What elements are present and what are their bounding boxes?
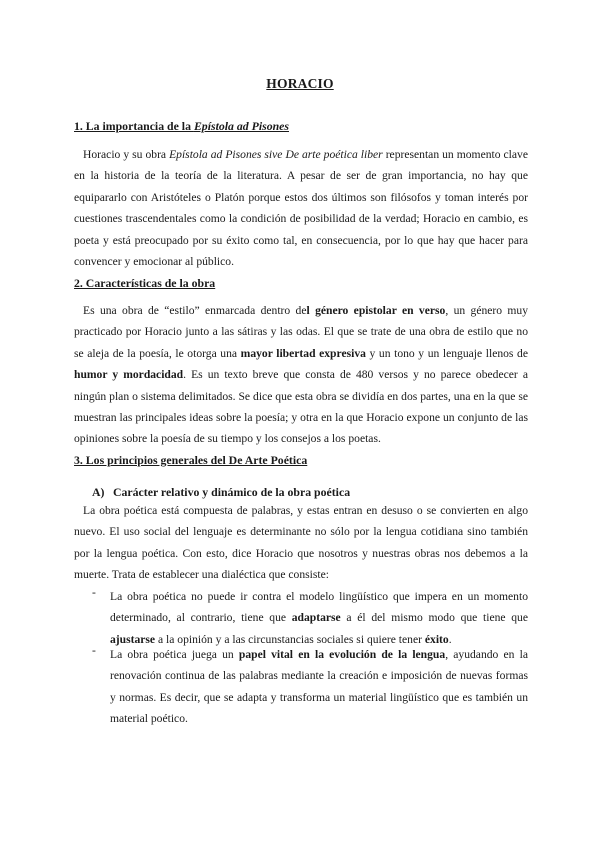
section-2-heading: 2. Características de la obra [74,276,216,290]
b1-text-1: La obra poética no puede ir contra el modelo lingüístico que impera en un momento determinado, al contrario, tiene que [110,590,528,625]
bullet-text-1 [110,586,528,650]
bullet-item-1 [92,586,528,650]
s2-text-2: , un género muy practicado por Horacio junto a las sátiras y las odas. El que se trate de una obra de estilo que no se aleja de la poesía, le otorga una [74,304,529,360]
bullet-dash-1: - [92,586,96,599]
subsection-a-letter: A) [92,485,105,499]
bullet-item-2 [92,644,528,730]
s1-text-1: Horacio y su obra [83,148,170,161]
b1-text-4: . [448,632,452,646]
section-3-heading: 3. Los principios generales del De Arte Poética [74,453,308,467]
page-title: HORACIO [266,76,334,91]
b1-text-3: a la opinión y a las circunstancias sociales si quiere tener [155,632,425,646]
subsection-a-heading [92,485,350,500]
s1-work-title: Epístola ad Pisones sive De arte poética liber [169,148,383,161]
section-1-paragraph [74,144,528,272]
s2-text-3: y un tono y un lenguaje llenos de [365,346,528,360]
s1-text-2: representan un momento clave en la historia de la teoría de la literatura. A pesar de ser de gran importancia, no hay que equipararlo con Aristóteles o Platón porque estos dos últimos son filósofos y toman interés por cuestiones trascendentales como la condición de posibilidad de la verdad; Horacio en cambio, es poeta y está preocupado por su éxito como tal, en consecuencia, por lo que hay que hacer para convencer y emocionar al público. [74,148,528,269]
s2-bold-2: mayor libertad expresiva [240,346,366,360]
s2-bold-1: l género epistolar en verso [306,304,446,317]
b2-text-1: La obra poética juega un [110,648,239,661]
b1-text-2: a él del mismo modo que tiene que [340,611,528,625]
b2-bold-1: papel vital en la evolución de la lengua [238,648,446,661]
s2-text-4: . Es un texto breve que consta de 480 versos y no parece obedecer a ningún plan o sistema delimitados. Se dice que esta obra se dividía en dos partes, una en la que se muestran las principales ideas sobre la poesía; y otra en la que Horacio expone un conjunto de las opiniones sobre la poesía de su tiempo y los consejos a los poetas. [74,368,528,446]
bullet-text-2 [110,644,528,730]
b2-text-2: , ayudando en la renovación continua de las palabras mediante la creación e imposición de nuevas formas y normas. Es decir, que se adapta y transforma un material lingüístico que es también un material poético. [110,648,528,726]
b1-bold-3: éxito [424,632,449,646]
subsection-a-title: Carácter relativo y dinámico de la obra poética [113,485,351,499]
section-3-paragraph: La obra poética está compuesta de palabras, y estas entran en desuso o se convierten en algo nuevo. El uso social del lenguaje es determinante no sólo por la lengua cotidiana sino también por la lengua poética. Con esto, dice Horacio que nosotros y nuestras obras nos debemos a la muerte. Trata de establecer una dialéctica que consiste: [74,504,528,582]
s2-bold-3: humor y mordacidad [74,368,184,382]
b1-bold-2: ajustarse [110,632,156,646]
section-2-paragraph [74,300,528,450]
section-1-heading-italic: Epístola ad Pisones [193,119,289,133]
section-1-heading-text: 1. La importancia de la [74,119,194,133]
section-1-heading [74,119,289,134]
s2-text-1: Es una obra de “estilo” enmarcada dentro de [83,304,307,317]
bullet-dash-2: - [92,644,96,657]
b1-bold-1: adaptarse [291,611,341,625]
